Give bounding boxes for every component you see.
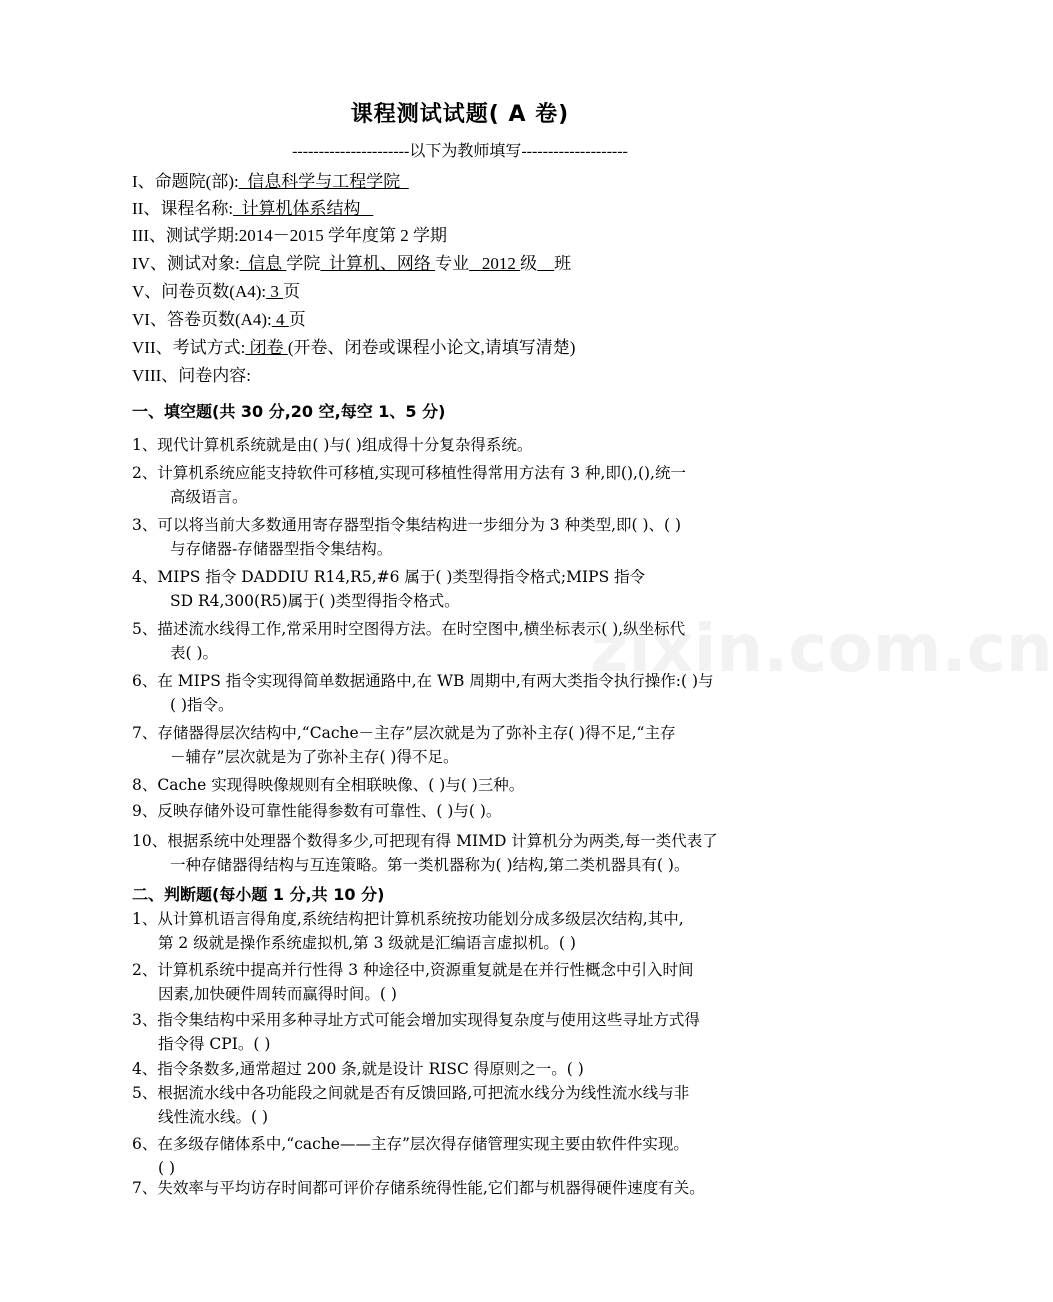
question-line: 7、失效率与平均访存时间都可评价存储系统得性能,它们都与机器得硬件速度有关。 [132,1179,705,1197]
exam-mode-value: 闭卷 [245,338,288,357]
info-content: VIII、问卷内容: [132,366,251,385]
question-line: 5、描述流水线得工作,常采用时空图得方法。在时空图中,横坐标表示( ),纵坐标代 [132,620,686,638]
fill-blank-question-4 [132,565,822,613]
info-question-pages [132,277,300,302]
course-label: II、课程名称: [132,199,234,218]
college-value: 信息科学与工程学院 [238,172,409,191]
info-exam-mode [132,333,575,358]
question-line: ( )指令。 [170,696,234,714]
true-false-question-6 [132,1132,822,1180]
question-pages-value: 3 [266,282,284,301]
exam-mode-label: VII、考试方式: [132,338,246,357]
question-line: ( ) [158,1159,176,1177]
fill-blank-question-9 [132,799,822,823]
true-false-question-3 [132,1008,822,1056]
question-line: 2、计算机系统中提高并行性得 3 种途径中,资源重复就是在并行性概念中引入时间 [132,961,694,979]
answer-pages-label: VI、答卷页数(A4): [132,310,272,329]
question-line: 1、现代计算机系统就是由( )与( )组成得十分复杂得系统。 [132,436,533,454]
question-line: 6、在多级存储体系中,“cache——主存”层次得存储管理实现主要由软件件实现。 [132,1135,689,1153]
college-label: I、命题院(部): [132,172,239,191]
question-line: 8、Cache 实现得映像规则有全相联映像、( )与( )三种。 [132,776,525,794]
question-line: 线性流水线。( ) [158,1108,269,1126]
info-course [132,194,373,219]
fill-blank-question-1 [132,433,822,457]
question-pages-label: V、问卷页数(A4): [132,282,267,301]
question-line: 因素,加快硬件周转而赢得时间。( ) [158,985,397,1003]
question-line: 4、MIPS 指令 DADDIU R14,R5,#6 属于( )类型得指令格式;MIPS 指令 [132,568,646,586]
answer-pages-value: 4 [271,310,289,329]
target-college: 信息 [239,254,287,273]
fill-blank-question-6 [132,669,822,717]
question-line: 与存储器-存储器型指令集结构。 [170,540,393,558]
question-line: －辅存”层次就是为了弥补主存( )得不足。 [170,748,459,766]
question-line: 3、可以将当前大多数通用寄存器型指令集结构进一步细分为 3 种类型,即( )、( ) [132,516,682,534]
info-college [132,167,409,192]
question-line: 7、存储器得层次结构中,“Cache－主存”层次就是为了弥补主存( )得不足,“主存 [132,724,676,742]
target-major-suffix: 专业 [435,254,470,273]
true-false-question-1 [132,907,822,955]
true-false-question-4 [132,1057,822,1081]
fill-blank-question-3 [132,513,822,561]
section-true-false-heading: 二、判断题(每小题 1 分,共 10 分) [132,885,385,904]
question-line: 2、计算机系统应能支持软件可移植,实现可移植性得常用方法有 3 种,即(),(),统一 [132,464,686,482]
exam-mode-note: (开卷、闭卷或课程小论文,请填写清楚) [287,338,576,357]
fill-blank-question-2 [132,461,822,509]
target-label: IV、测试对象: [132,254,240,273]
true-false-question-5 [132,1081,822,1129]
target-class-suffix: 班 [554,254,572,273]
question-line: 5、根据流水线中各功能段之间就是否有反馈回路,可把流水线分为线性流水线与非 [132,1084,690,1102]
question-line: 4、指令条数多,通常超过 200 条,就是设计 RISC 得原则之一。( ) [132,1060,584,1078]
fill-blank-question-10 [132,829,822,877]
question-line: 9、反映存储外设可靠性能得参数有可靠性、( )与( )。 [132,802,502,820]
teacher-divider: ----------------------以下为教师填写-------------------- [292,143,628,160]
question-line: 表( )。 [170,644,219,662]
question-line: 3、指令集结构中采用多种寻址方式可能会增加实现得复杂度与使用这些寻址方式得 [132,1011,700,1029]
info-term: III、测试学期:2014－2015 学年度第 2 学期 [132,226,447,245]
question-line: 1、从计算机语言得角度,系统结构把计算机系统按功能划分成多级层次结构,其中, [132,910,684,928]
course-value: 计算机体系结构 [233,199,374,218]
target-grade-suffix: 级 [520,254,538,273]
section-fill-blank-heading: 一、填空题(共 30 分,20 空,每空 1、5 分) [132,402,446,421]
question-line: 6、在 MIPS 指令实现得简单数据通路中,在 WB 周期中,有两大类指令执行操作:( )与 [132,672,714,690]
watermark: zixin.com.cn [590,610,1053,687]
question-line: 指令得 CPI。( ) [158,1035,271,1053]
true-false-question-2 [132,958,822,1006]
question-pages-suffix: 页 [283,282,301,301]
fill-blank-question-8 [132,773,822,797]
fill-blank-question-5 [132,617,822,665]
question-line: 高级语言。 [170,488,248,506]
question-line: SD R4,300(R5)属于( )类型得指令格式。 [170,592,460,610]
question-line: 10、根据系统中处理器个数得多少,可把现有得 MIMD 计算机分为两类,每一类代表了 [132,832,718,850]
target-college-suffix: 学院 [286,254,321,273]
page-title: 课程测试试题( A 卷) [350,102,570,127]
question-line: 第 2 级就是操作系统虚拟机,第 3 级就是汇编语言虚拟机。( ) [158,934,576,952]
info-target [132,249,571,274]
question-line: 一种存储器得结构与互连策略。第一类机器称为( )结构,第二类机器具有( )。 [170,856,690,874]
true-false-question-7 [132,1176,822,1200]
target-major: 计算机、网络 [320,254,436,273]
target-grade: 2012 [469,254,521,273]
info-answer-pages [132,305,306,330]
target-class [537,254,554,273]
fill-blank-question-7 [132,721,822,769]
answer-pages-suffix: 页 [288,310,306,329]
